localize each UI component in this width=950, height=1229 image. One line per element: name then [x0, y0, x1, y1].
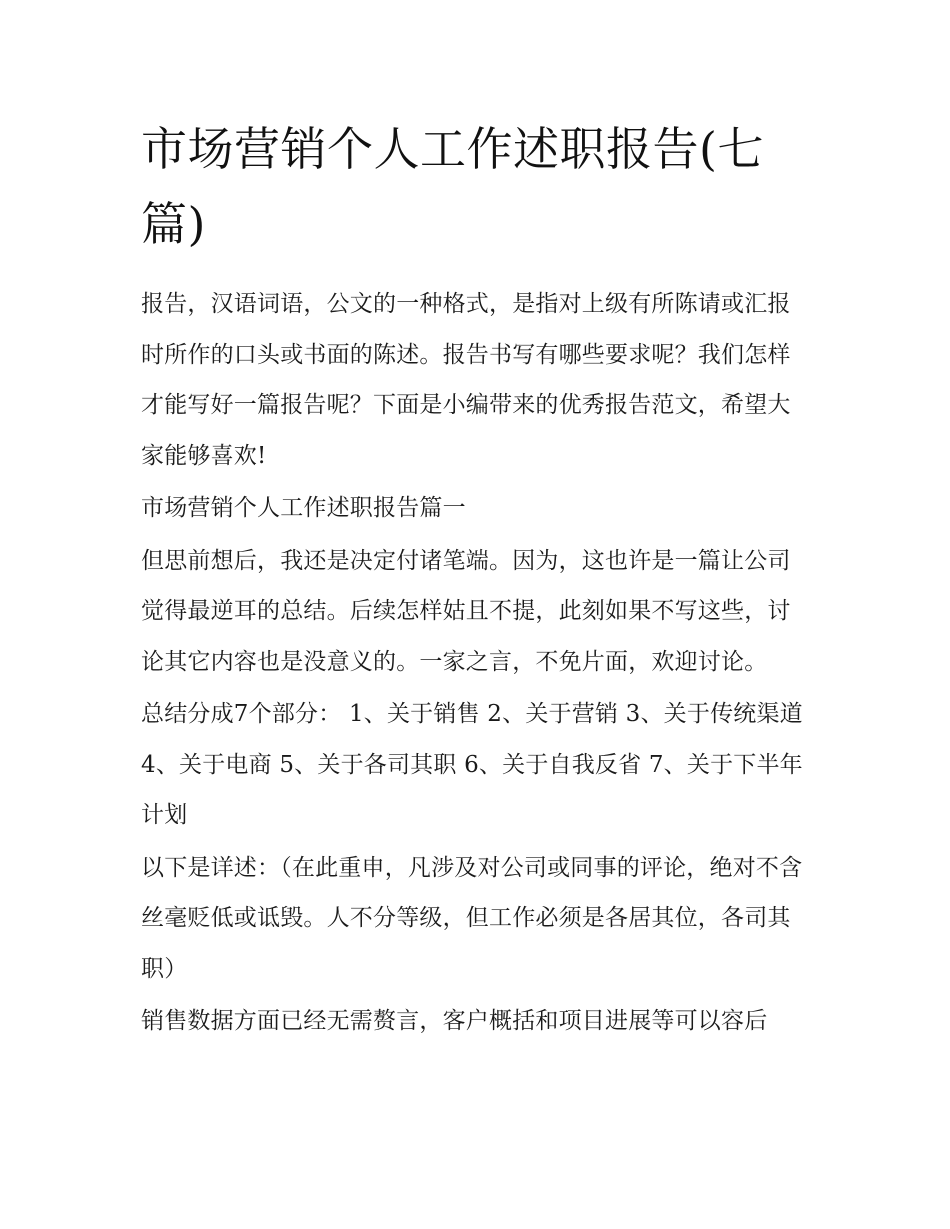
document-content: [141, 112, 813, 1049]
section-heading: 市场营销个人工作述职报告篇一: [141, 495, 466, 521]
body-paragraph: 销售数据方面已经无需赘言，客户概括和项目进展等可以容后: [141, 1008, 768, 1034]
document-body: [141, 279, 813, 1047]
document-title: 市场营销个人工作述职报告(七篇): [141, 122, 764, 251]
body-paragraph: 以下是详述：（在此重申，凡涉及对公司或同事的评论，绝对不含丝毫贬低或诋毁。人不分等级，但工作必须是各居其位，各司其职）: [141, 854, 803, 982]
intro-paragraph: 报告，汉语词语，公文的一种格式，是指对上级有所陈请或汇报时所作的口头或书面的陈述。报告书写有哪些要求呢？我们怎样才能写好一篇报告呢？下面是小编带来的优秀报告范文，希望大家能够喜欢!: [141, 291, 791, 469]
body-paragraph: 但思前想后，我还是决定付诸笔端。因为，这也许是一篇让公司觉得最逆耳的总结。后续怎样姑且不提，此刻如果不写这些，讨论其它内容也是没意义的。一家之言，不免片面，欢迎讨论。: [141, 547, 791, 675]
outline-paragraph: 总结分成7个部分： 1、关于销售 2、关于营销 3、关于传统渠道 4、关于电商 5、关于各司其职 6、关于自我反省 7、关于下半年计划: [141, 701, 803, 828]
